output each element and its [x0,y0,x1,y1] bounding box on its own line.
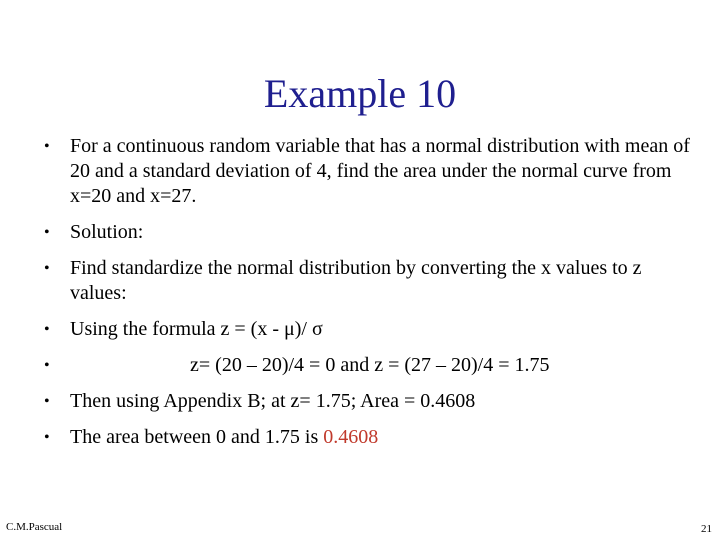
bullet-text: Using the formula z = (x - μ)/ σ [70,318,323,340]
bullet-text: z= (20 – 20)/4 = 0 and z = (27 – 20)/4 = 1.75 [190,354,550,376]
bullet-text: Then using Appendix B; at z= 1.75; Area = 0.4608 [70,390,476,412]
answer-text: The area between 0 and 1.75 is [70,426,324,448]
bullet-dot-icon: • [44,138,50,155]
footer-page-number: 21 [701,523,712,535]
bullet-item-formula [40,317,700,342]
bullet-dot-icon: • [44,393,50,410]
bullet-dot-icon: • [44,260,50,277]
bullet-dot-icon: • [44,429,50,446]
bullet-item-problem [40,134,700,209]
answer-highlight: 0.4608 [323,426,379,448]
bullet-item-solution [40,220,700,245]
bullet-item-appendix [40,389,700,414]
footer-author: C.M.Pascual [6,521,63,533]
slide-title [0,70,720,118]
bullet-dot-icon: • [44,357,50,374]
bullet-text: Solution: [70,221,144,243]
bullet-text [70,425,700,450]
bullet-text: Find standardize the normal distribution by converting the x values to z values: [70,257,642,304]
bullet-dot-icon: • [44,321,50,338]
bullet-item-standardize [40,256,700,306]
bullet-item-answer [40,425,700,450]
bullet-list [40,134,700,461]
bullet-text: For a continuous random variable that has a normal distribution with mean of 20 and a standard deviation of 4, find the area under the normal curve from x=20 and x=27. [70,135,690,207]
bullet-item-z-values [40,353,700,378]
bullet-dot-icon: • [44,224,50,241]
slide-title-text: Example 10 [263,71,457,116]
